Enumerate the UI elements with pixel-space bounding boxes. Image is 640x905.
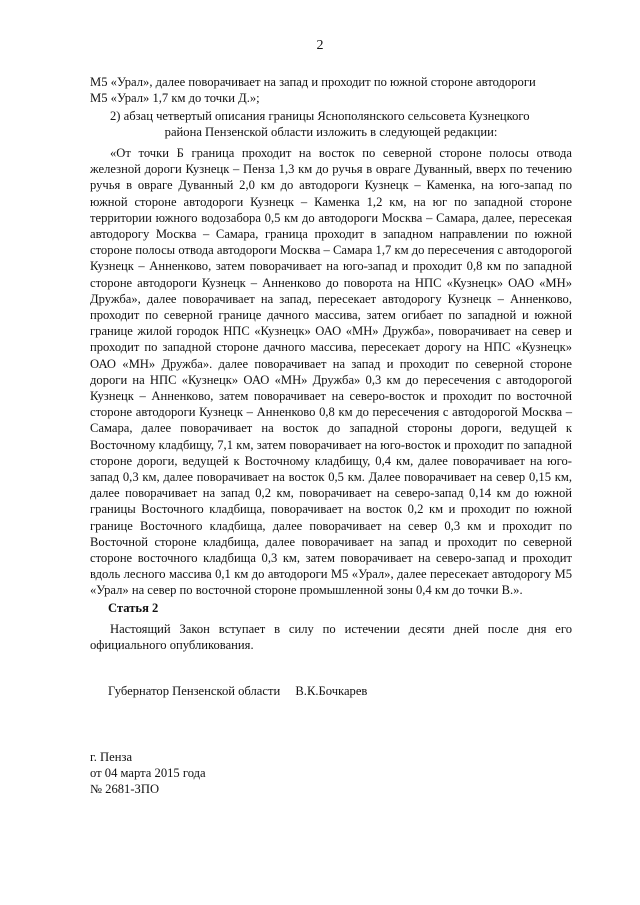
item-2-line-1: 2) абзац четвертый описания границы Яснополянского сельсовета Кузнецкого [110,109,530,123]
item-2-paragraph [90,108,572,140]
page-number: 2 [316,38,324,53]
article-text: Настоящий Закон вступает в силу по истечении десяти дней после дня его официального опубликования. [90,622,572,653]
boundary-description [90,145,572,599]
boundary-description-text: «От точки Б граница проходит на восток по северной стороне полосы отвода железной дороги Кузнецк – Пенза 1,3 км до ручья в овраге Дуванный, вверх по течению ручья в овраге Дуванный 2,0 км до автодороги Кузнецк – Каменка, на юго-запад по южной стороне автодороги Кузнецк – Каменка 1,2 км, на юг по западной стороне территории южного водозабора 0,5 км до автодороги Москва – Самара, далее, пересекая автодорогу Москва – Самара, граница проходит в западном направлении по южной стороне полосы отвода автодороги Москва – Самара 1,7 км до пересечения с автодорогой Кузнецк – Анненково, затем поворачивает на юго-запад и проходит 0,8 км по западной стороне автодороги Кузнецк – Анненково до поворота на НПС «Кузнецк» ОАО «МН» Дружба», далее поворачивает на запад, пересекает автодорогу Кузнецк – Анненково, проходит по северной границе дачного массива, затем огибает по западной и южной границе жилой городок НПС «Кузнецк» ОАО «МН» Дружба», поворачивает на север и проходит по западной стороне дачного массива, пересекает дорогу на НПС «Кузнецк» ОАО «МН» Дружба». далее поворачивает на запад и проходит по северной стороне дороги на НПС «Кузнецк» ОАО «МН» Дружба» 0,3 км до пересечения с автодорогой Кузнецк – Анненково, затем поворачивает на северо-восток и проходит по восточной стороне автодороги Кузнецк – Анненково 0,8 км до пересечения с автодорогой Москва – Самара, далее поворачивает на восток до западной стороны дороги, ведущей к Восточному кладбищу, 7,1 км, затем поворачивает на юго-восток и проходит по западной стороне дороги, ведущей к Восточному кладбищу, 0,4 км, далее поворачивает на юго-запад 0,3 км, далее поворачивает на восток 0,5 км. Далее поворачивает на север 0,15 км, далее поворачивает на запад 0,2 км, поворачивает на северо-запад 0,14 км до южной границы Восточного кладбища, поворачивает на восток 0,2 км и проходит по южной границе Восточного кладбища, далее поворачивает на север 0,3 км и проходит по Восточной стороне кладбища, далее поворачивает на запад и проходит по северной стороне восточного кладбища 0,3 км, затем поворачивает на северо-запад и проходит вдоль лесного массива 0,1 км до автодороги М5 «Урал», далее пересекает автодорогу М5 «Урал» на север по восточной стороне промышленной зоны 0,4 км до точки В.». [90,146,572,598]
signature-name: В.К.Бочкарев [295,684,368,698]
item-2-line-2: района Пензенской области изложить в следующей редакции: [164,125,498,140]
article-heading: Статья 2 [108,601,159,615]
signature-block [108,684,367,699]
article-text-block [90,621,572,653]
intro-line-2: М5 «Урал» 1,7 км до точки Д.»; [90,91,260,106]
footer-block [90,749,206,798]
signature-title: Губернатор Пензенской области [108,684,281,698]
footer-city: г. Пенза [90,750,133,764]
footer-date: от 04 марта 2015 года [90,766,206,781]
footer-number: № 2681-ЗПО [90,782,160,797]
intro-paragraph [90,74,572,106]
intro-line-1: М5 «Урал», далее поворачивает на запад и проходит по южной стороне автодороги [90,75,536,89]
